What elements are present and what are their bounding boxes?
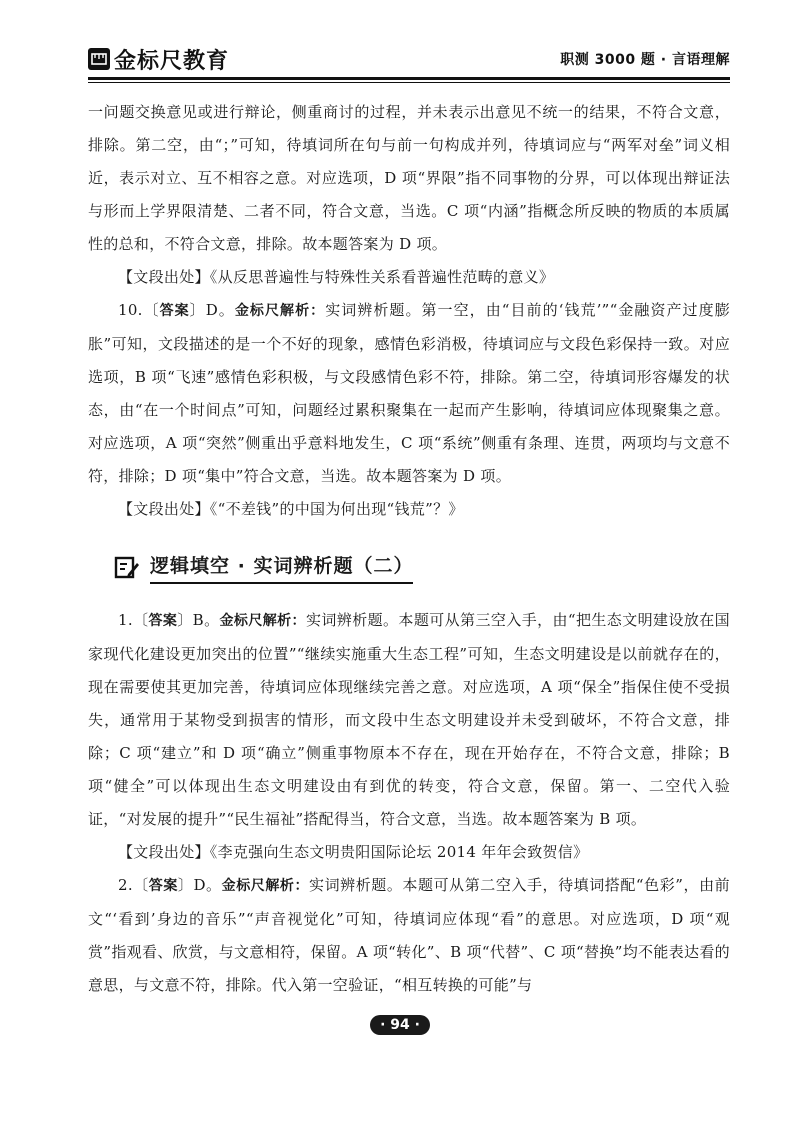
edit-note-icon: [114, 554, 140, 580]
analysis-label: 金标尺解析：: [234, 303, 326, 319]
header-divider-thin: [88, 82, 730, 83]
analysis-body: 实词辨析题。第一空，由“目前的‘钱荒’”“金融资产过度膨胀”可知，文段描述的是一个不好的现象，感情色彩消极，待填词应与文段色彩保持一致。对应选项，B 项“飞速”感情色彩积极，与文段感情色彩不符，排除。第二空，待填词形容爆发的状态，由“在一个时间点”可知，问题经过累积聚集在一起而产生影响，待填词应体现聚集之意。对应选项，A 项“突然”侧重出乎意料地发生，C 项“系统”侧重有条理、连贯，两项均与文意不符，排除；D 项“集中”符合文意，当选。故本题答案为 D 项。: [88, 301, 730, 485]
paragraph-continuation: 一问题交换意见或进行辩论，侧重商讨的过程，并未表示出意见不统一的结果，不符合文意，排除。第二空，由“；”可知，待填词所在句与前一句构成并列，待填词应与“两军对垒”词义相近，表示对立、互不相容之意。对应选项，D 项“界限”指不同事物的分界，可以体现出辩证法与形而上学界限清楚、二者不同，符合文意，当选。C 项“内涵”指概念所反映的物质的本质属性的总和，不符合文意，排除。故本题答案为 D 项。: [88, 103, 730, 253]
page-footer: [0, 1015, 800, 1035]
section-heading: [114, 550, 730, 584]
header-divider: [88, 77, 730, 80]
source-citation: 【文段出处】《从反思普遍性与特殊性关系看普遍性范畴的意义》: [118, 268, 555, 286]
question-number: 10.〔: [118, 301, 160, 319]
answer-paragraph-q1: [88, 604, 730, 836]
answer-choice: 〕B。: [177, 611, 220, 629]
book-title: 职测 3000 题 · 言语理解: [560, 52, 730, 68]
answer-label: 答案: [148, 878, 178, 894]
page-number: · 94 ·: [370, 1015, 430, 1035]
answer-paragraph-q2: [88, 869, 730, 1002]
source-citation: 【文段出处】《李克强向生态文明贵阳国际论坛 2014 年年会致贺信》: [118, 843, 589, 861]
ruler-icon: [88, 48, 110, 70]
analysis-body: 实词辨析题。本题可从第二空入手，待填词搭配“色彩”，由前文“‘看到’身边的音乐”“声音视觉化”可知，待填词应体现“看”的意思。对应选项，D 项“观赏”指观看、欣赏，与文意相符，保留。A 项“转化”、B 项“代替”、C 项“替换”均不能表达看的意思，与文意不符，排除。代入第一空验证，“相互转换的可能”与: [88, 876, 730, 994]
answer-label: 答案: [148, 613, 178, 629]
source-citation: 【文段出处】《“不差钱”的中国为何出现“钱荒”？》: [118, 500, 464, 518]
brand-logo: [88, 44, 229, 75]
analysis-body: 实词辨析题。本题可从第三空入手，由“把生态文明建设放在国家现代化建设更加突出的位置”“继续实施重大生态工程”可知，生态文明建设是以前就存在的，现在需要使其更加完善，待填词应体现继续完善之意。对应选项，A 项“保全”指保住使不受损失，通常用于某物受到损害的情形，而文段中生态文明建设并未受到破坏，不符合文意，排除；C 项“建立”和 D 项“确立”侧重事物原本不存在，现在开始存在，不符合文意，排除；B 项“健全”可以体现出生态文明建设由有到优的转变，符合文意，保留。第一、二空代入验证，“对发展的提升”“民生福祉”搭配得当，符合文意，当选。故本题答案为 B 项。: [88, 611, 730, 828]
answer-choice: 〕D。: [189, 301, 235, 319]
answer-label: 答案: [159, 303, 190, 319]
answer-paragraph-q10: [88, 294, 730, 493]
answer-choice: 〕D。: [177, 876, 222, 894]
page-content: [88, 96, 730, 1002]
analysis-label: 金标尺解析：: [219, 613, 306, 629]
question-number: 1.〔: [118, 611, 149, 629]
analysis-label: 金标尺解析：: [221, 878, 310, 894]
question-number: 2.〔: [118, 876, 149, 894]
logo-text: 金标尺教育: [114, 48, 230, 74]
section-title: 逻辑填空 · 实词辨析题（二）: [150, 551, 413, 584]
page-header: [88, 44, 730, 74]
